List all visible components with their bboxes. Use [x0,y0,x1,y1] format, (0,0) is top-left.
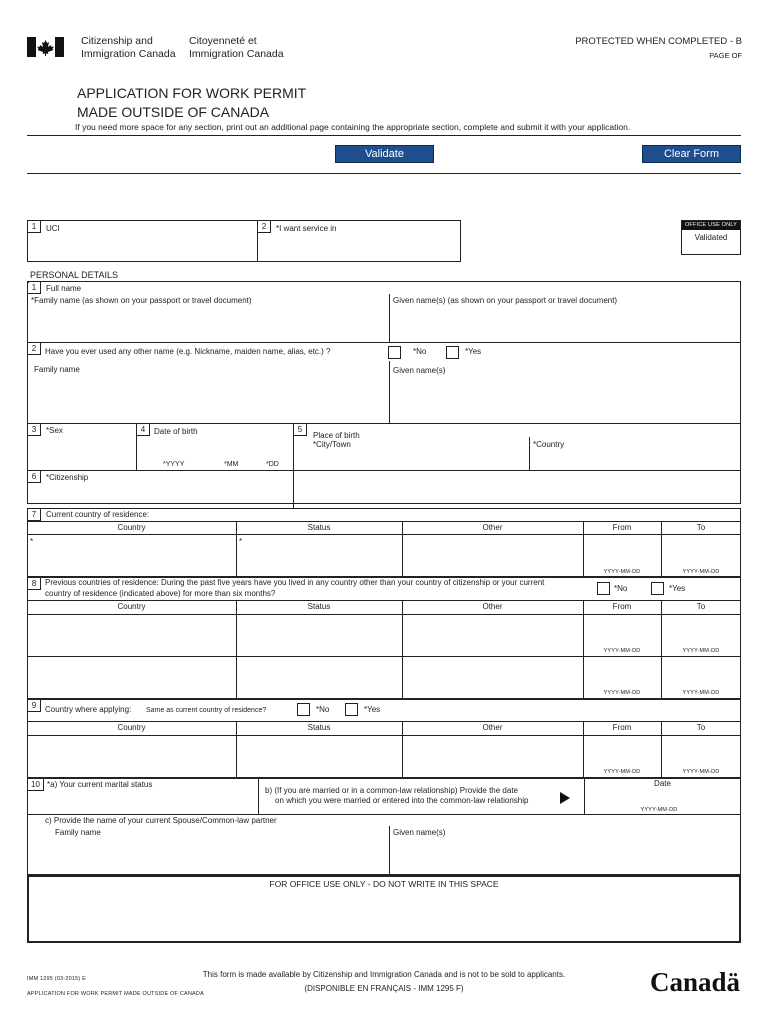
birth-city-label: *City/Town [313,440,351,449]
current-residence-label: Current country of residence: [46,510,150,519]
canada-wordmark: Canadä [650,967,741,997]
col-from: From [612,523,632,532]
previous-country-2-select[interactable] [30,659,233,697]
field-number: 4 [137,424,150,436]
applying-other-input[interactable] [405,738,580,776]
form-title-line1: APPLICATION FOR WORK PERMIT [77,85,307,101]
col-status: Status [307,723,331,732]
uci-label: UCI [46,224,60,233]
family-name-input[interactable] [30,310,385,340]
current-country-select[interactable] [30,545,233,575]
form-title-line2: MADE OUTSIDE OF CANADA [77,104,270,120]
required-marker: * [30,537,34,546]
previous-status-2-select[interactable] [239,659,399,697]
applying-status-select[interactable] [239,738,399,776]
date-format-hint: YYYY-MM-DD [682,769,720,775]
marital-status-label: *a) Your current marital status [47,780,153,789]
dept-name-fr-line1: Citoyenneté et [189,35,257,47]
dob-month-label: *MM [224,461,239,468]
previous-residence-question-line2: country of residence (indicated above) for more than six months? [45,589,276,598]
dept-name-en-line1: Citizenship and [81,35,153,47]
same-residence-yes-checkbox[interactable] [345,703,358,716]
col-to: To [696,523,706,532]
other-name-yes-checkbox[interactable] [446,346,459,359]
birth-city-input[interactable] [296,452,526,468]
personal-details-heading: PERSONAL DETAILS [30,270,119,280]
given-name-input[interactable] [392,310,738,340]
previous-other-1-input[interactable] [405,617,580,654]
same-residence-yes-label: *Yes [364,705,381,714]
header-divider [27,135,741,136]
required-marker: * [239,537,243,546]
other-given-name-label: Given name(s) [393,366,446,375]
citizenship-select[interactable] [30,485,290,503]
date-of-birth-label: Date of birth [154,427,198,436]
col-country: Country [117,523,146,532]
birth-country-select[interactable] [532,452,738,468]
current-status-select[interactable] [239,545,399,575]
previous-country-1-select[interactable] [30,617,233,654]
previous-residence-no-checkbox[interactable] [597,582,610,595]
current-from-input[interactable] [586,536,658,564]
country-applying-label: Country where applying: [45,705,132,714]
col-status: Status [307,602,331,611]
other-name-no-label: *No [413,347,427,356]
marital-status-select[interactable] [30,792,255,812]
same-residence-no-checkbox[interactable] [297,703,310,716]
service-language-label: *I want service in [276,224,337,233]
col-status: Status [307,523,331,532]
same-as-residence-question: Same as current country of residence? [146,707,267,714]
date-of-birth-input[interactable] [140,440,290,458]
field-number: 3 [28,424,41,436]
col-other: Other [482,602,503,611]
col-from: From [612,602,632,611]
marriage-date-label: Date [654,779,671,788]
previous-from-1-input[interactable] [586,617,658,644]
place-of-birth-label: Place of birth [313,431,360,440]
citizenship-label: *Citizenship [46,473,89,482]
form-code: IMM 1295 (03-2015) E [27,976,87,982]
field-number: 5 [294,424,307,436]
previous-status-1-select[interactable] [239,617,399,654]
validated-label: Validated [694,233,728,242]
office-use-tag: OFFICE USE ONLY [682,221,740,230]
dob-day-label: *DD [266,461,279,468]
spouse-family-name-input[interactable] [30,840,385,872]
toolbar-divider [27,173,741,174]
uci-input[interactable] [45,236,255,260]
dept-name-fr-line2: Immigration Canada [189,48,284,60]
other-name-no-checkbox[interactable] [388,346,401,359]
field-number: 1 [28,221,41,233]
field-number: 7 [28,509,41,521]
marriage-date-input[interactable] [588,790,738,804]
previous-to-1-input[interactable] [664,617,738,644]
current-to-input[interactable] [664,536,738,564]
col-from: From [612,723,632,732]
full-name-label: Full name [46,284,82,293]
date-format-hint: YYYY-MM-DD [682,690,720,696]
dob-year-label: *YYYY [163,461,185,468]
form-name-footer: APPLICATION FOR WORK PERMIT MADE OUTSIDE OF CANADA [27,991,204,997]
marriage-date-question-line2: on which you were married or entered into the common-law relationship [275,796,529,805]
previous-to-2-input[interactable] [664,659,738,686]
birth-country-label: *Country [533,440,565,449]
col-to: To [696,723,706,732]
field-number: 2 [28,343,41,355]
field-number: 1 [28,282,41,294]
french-availability-notice: (DISPONIBLE EN FRANÇAIS - IMM 1295 F) [304,984,464,993]
service-language-select[interactable] [276,236,458,260]
instruction-text: If you need more space for any section, print out an additional page containing the appropriate section, complete and submit it with your application. [75,122,631,132]
spouse-given-name-label: Given name(s) [393,828,446,837]
date-format-hint: YYYY-MM-DD [682,648,720,654]
other-family-name-input[interactable] [30,378,385,421]
date-format-hint: YYYY-MM-DD [603,690,641,696]
applying-country-select[interactable] [30,738,233,776]
spouse-family-name-label: Family name [55,828,101,837]
col-other: Other [482,723,503,732]
sex-label: *Sex [46,426,63,435]
col-country: Country [117,602,146,611]
office-use-heading: FOR OFFICE USE ONLY - DO NOT WRITE IN THIS SPACE [269,879,499,889]
family-name-label: *Family name (as shown on your passport or travel document) [31,296,252,305]
applying-from-input[interactable] [586,738,658,765]
date-format-hint: YYYY-MM-DD [603,769,641,775]
previous-residence-yes-label: *Yes [669,584,686,593]
page-of-label: PAGE OF [709,51,742,60]
other-family-name-label: Family name [34,365,80,374]
spouse-name-label: c) Provide the name of your current Spouse/Common-law partner [45,816,277,825]
dept-name-en-line2: Immigration Canada [81,48,176,60]
date-format-hint: YYYY-MM-DD [640,807,678,813]
other-given-name-input[interactable] [392,378,738,421]
date-format-hint: YYYY-MM-DD [682,569,720,575]
previous-residence-yes-checkbox[interactable] [651,582,664,595]
availability-notice: This form is made available by Citizenship and Immigration Canada and is not to be sold to applicants. [202,970,566,979]
given-name-label: Given name(s) (as shown on your passport or travel document) [393,296,618,305]
validate-button[interactable]: Validate [335,145,434,163]
protected-label: PROTECTED WHEN COMPLETED - B [575,36,742,47]
field-number: 2 [258,221,271,233]
current-other-input[interactable] [405,536,580,575]
arrow-right-icon [560,791,570,803]
other-name-question: Have you ever used any other name (e.g. Nickname, maiden name, alias, etc.) ? [45,347,331,356]
same-residence-no-label: *No [316,705,330,714]
previous-other-2-input[interactable] [405,659,580,697]
col-other: Other [482,523,503,532]
col-to: To [696,602,706,611]
clear-form-button[interactable]: Clear Form [642,145,741,163]
previous-residence-no-label: *No [614,584,628,593]
field-number: 8 [28,578,41,590]
sex-select[interactable] [30,440,134,468]
field-number: 9 [28,700,41,712]
field-number: 6 [28,471,41,483]
other-name-yes-label: *Yes [465,347,482,356]
spouse-given-name-input[interactable] [392,840,738,872]
previous-residence-question-line1: Previous countries of residence: During the past five years have you lived in any country other than your country of citizenship or your current [45,578,545,587]
field-number: 10 [28,779,44,791]
col-country: Country [117,723,146,732]
marriage-date-question-line1: b) (If you are married or in a common-law relationship) Provide the date [265,786,518,795]
date-format-hint: YYYY-MM-DD [603,648,641,654]
previous-from-2-input[interactable] [586,659,658,686]
date-format-hint: YYYY-MM-DD [603,569,641,575]
canada-flag-icon [27,37,64,57]
applying-to-input[interactable] [664,738,738,765]
